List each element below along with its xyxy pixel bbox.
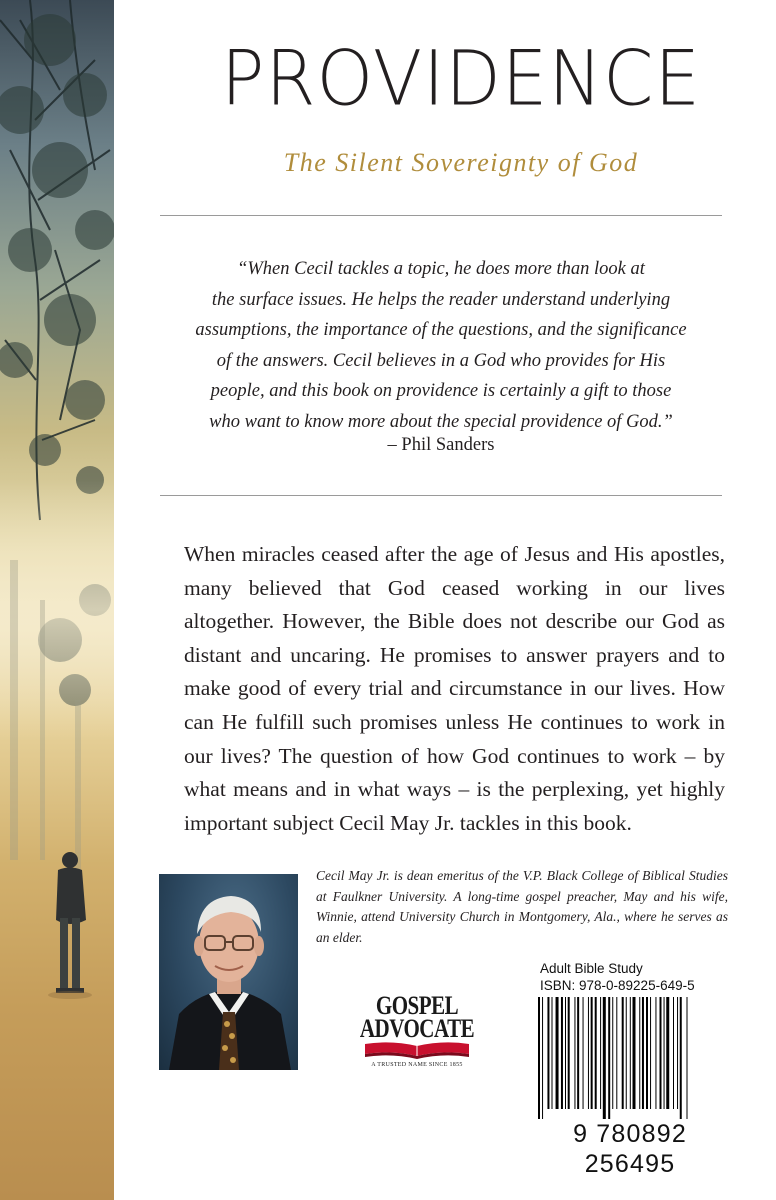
barcode-bar bbox=[650, 997, 651, 1109]
barcode-bar bbox=[547, 997, 549, 1109]
author-portrait bbox=[159, 874, 298, 1070]
quote-line: who want to know more about the special providence of God.” bbox=[209, 411, 673, 432]
author-photo bbox=[159, 874, 298, 1070]
quote-line: assumptions, the importance of the questions, and the significance bbox=[195, 320, 687, 340]
barcode-bar bbox=[680, 997, 682, 1119]
isbn-barcode bbox=[538, 997, 728, 1119]
barcode-bar bbox=[646, 997, 648, 1109]
barcode-bar bbox=[608, 997, 610, 1119]
barcode-bar bbox=[591, 997, 593, 1109]
barcode-bar bbox=[677, 997, 678, 1109]
publisher-tagline: A TRUSTED NAME SINCE 1855 bbox=[371, 1062, 463, 1068]
barcode-bar bbox=[542, 997, 543, 1119]
divider-bottom bbox=[160, 495, 722, 496]
quote-line: of the answers. Cecil believes in a God who provides for His bbox=[216, 350, 666, 371]
barcode-bar bbox=[626, 997, 627, 1109]
barcode-bar bbox=[568, 997, 570, 1109]
barcode-bar bbox=[556, 997, 559, 1109]
barcode-bar bbox=[574, 997, 575, 1109]
publisher-name-line1: GOSPEL bbox=[375, 990, 459, 1020]
barcode-bar bbox=[583, 997, 584, 1109]
divider-top bbox=[160, 215, 722, 216]
barcode-bar bbox=[565, 997, 566, 1109]
publisher-name-line2: ADVOCATE bbox=[359, 1013, 475, 1043]
barcode-bar bbox=[666, 997, 669, 1109]
quote-line: people, and this book on providence is certainly a gift to those bbox=[210, 381, 672, 401]
book-title: PROVIDENCE bbox=[221, 33, 701, 123]
barcode-bar bbox=[687, 997, 688, 1119]
barcode-bar bbox=[552, 997, 553, 1109]
isbn-label: ISBN: 978-0-89225-649-5 bbox=[540, 978, 695, 993]
barcode-bar bbox=[622, 997, 624, 1109]
book-subtitle: The Silent Sovereignty of God bbox=[283, 148, 639, 177]
cover-photo-strip bbox=[0, 0, 114, 1200]
barcode-bar bbox=[655, 997, 656, 1109]
quote-attribution: – Phil Sanders bbox=[387, 435, 495, 455]
barcode-bar bbox=[538, 997, 540, 1119]
barcode-bar bbox=[630, 997, 631, 1109]
barcode-bar bbox=[600, 997, 601, 1109]
barcode-bar bbox=[588, 997, 589, 1109]
barcode-digits: 9 780892 256495 bbox=[573, 1120, 687, 1178]
barcode-bar bbox=[639, 997, 640, 1109]
misty-forest-illustration bbox=[0, 0, 114, 1200]
barcode-bar bbox=[561, 997, 563, 1109]
barcode-bar bbox=[603, 997, 606, 1119]
author-bio: Cecil May Jr. is dean emeritus of the V.P. Black College of Biblical Studies at Faulkner University. A long-time gospel preacher, May and his wife, Winnie, attend University Church in Montgomery, Ala., where he serves as an elder. bbox=[316, 868, 728, 945]
barcode-bar bbox=[595, 997, 597, 1109]
open-book-icon bbox=[363, 1040, 471, 1060]
publisher-logo bbox=[355, 992, 479, 1078]
barcode-bar bbox=[660, 997, 662, 1109]
book-description: When miracles ceased after the age of Jesus and His apostles, many believed that God ceased working in our lives altogether. However, the Bible does not describe our God as distant and uncaring. He promises to answer prayers and to make good of every trial and circumstance in our lives. How can He fulfill such promises unless He continues to work in our lives? The question of how God continues to work – by what means and in what ways – is the perplexing, yet highly important subject Cecil May Jr. tackles in this book. bbox=[184, 542, 725, 835]
barcode-bar bbox=[664, 997, 665, 1109]
barcode-bar bbox=[642, 997, 644, 1109]
book-category: Adult Bible Study bbox=[540, 961, 643, 976]
barcode-bar bbox=[577, 997, 579, 1109]
quote-line: “When Cecil tackles a topic, he does more than look at bbox=[237, 259, 645, 279]
barcode-bar bbox=[616, 997, 617, 1109]
barcode-bar bbox=[633, 997, 636, 1109]
barcode-bar bbox=[673, 997, 674, 1109]
quote-line: the surface issues. He helps the reader understand underlying bbox=[211, 289, 671, 310]
endorsement-quote bbox=[158, 254, 724, 437]
barcode-bar bbox=[612, 997, 613, 1109]
